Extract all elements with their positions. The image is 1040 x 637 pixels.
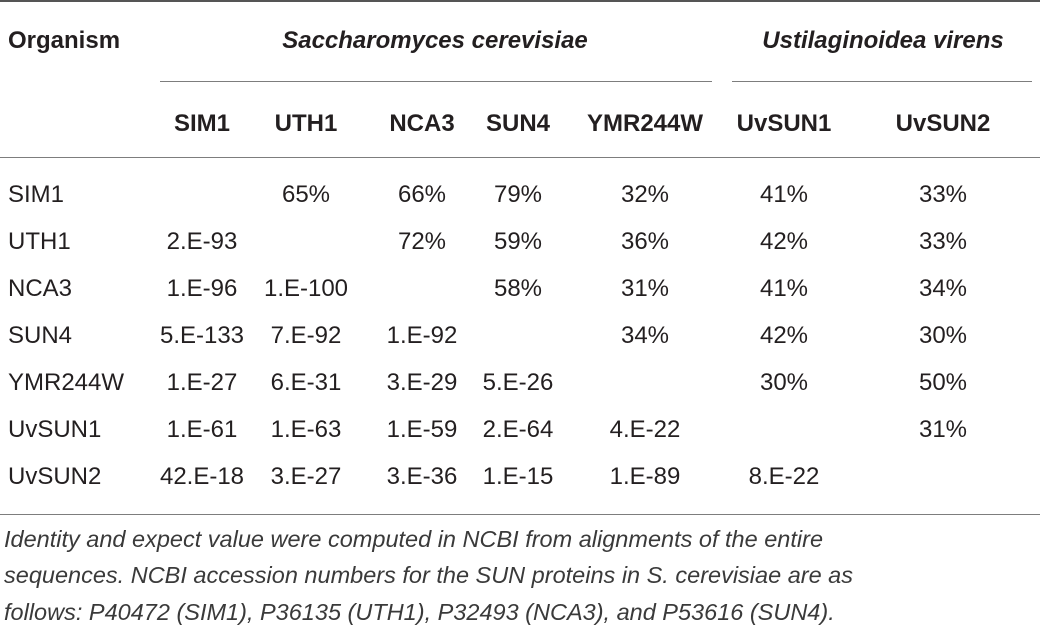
- table-cell: 1.E-15: [482, 463, 554, 490]
- table-cell: 8.E-22: [748, 463, 820, 490]
- table-cell: 72%: [397, 228, 447, 255]
- table-cell: 42.E-18: [159, 463, 245, 490]
- row-label: NCA3: [8, 275, 73, 302]
- table-cell: 41%: [759, 275, 809, 302]
- col-header: NCA3: [389, 110, 455, 137]
- table-cell: 32%: [620, 181, 670, 208]
- table-cell: 1.E-61: [166, 416, 238, 443]
- group-ustilaginoidea-header: Ustilaginoidea virens: [762, 27, 1004, 54]
- col-header: UvSUN2: [895, 110, 991, 137]
- table-cell: 1.E-100: [263, 275, 349, 302]
- row-label: UTH1: [8, 228, 71, 255]
- table-cell: 1.E-89: [609, 463, 681, 490]
- table-cell: 50%: [918, 369, 968, 396]
- table-cell: 1.E-27: [166, 369, 238, 396]
- col-header: SIM1: [173, 110, 231, 137]
- table-cell: 33%: [918, 228, 968, 255]
- footnote-line: follows: P40472 (SIM1), P36135 (UTH1), P32493 (NCA3), and P53616 (SUN4).: [4, 599, 835, 625]
- table-cell: 34%: [918, 275, 968, 302]
- table-cell: 65%: [281, 181, 331, 208]
- table-cell: 30%: [759, 369, 809, 396]
- table-cell: 3.E-29: [386, 369, 458, 396]
- footnote-line: Identity and expect value were computed in NCBI from alignments of the entire: [4, 526, 824, 552]
- group2-underline: [732, 81, 1032, 82]
- row-label: UvSUN2: [8, 463, 102, 490]
- row-label: YMR244W: [8, 369, 125, 396]
- table-cell: 34%: [620, 322, 670, 349]
- table-cell: 42%: [759, 322, 809, 349]
- table-cell: 5.E-133: [159, 322, 245, 349]
- table-bottom-rule: [0, 514, 1040, 515]
- top-rule: [0, 0, 1040, 2]
- table-cell: 3.E-27: [270, 463, 342, 490]
- table-cell: 36%: [620, 228, 670, 255]
- table-cell: 66%: [397, 181, 447, 208]
- table-cell: 33%: [918, 181, 968, 208]
- table-cell: 1.E-59: [386, 416, 458, 443]
- group1-underline: [160, 81, 712, 82]
- table-cell: 59%: [493, 228, 543, 255]
- col-header: UvSUN1: [736, 110, 832, 137]
- row-label: SUN4: [8, 322, 73, 349]
- table-cell: 31%: [918, 416, 968, 443]
- table-cell: 31%: [620, 275, 670, 302]
- table-cell: 79%: [493, 181, 543, 208]
- table-cell: 2.E-64: [482, 416, 554, 443]
- footnote-line: sequences. NCBI accession numbers for the SUN proteins in S. cerevisiae are as: [4, 562, 854, 588]
- table-cell: 5.E-26: [482, 369, 554, 396]
- table-cell: 1.E-92: [386, 322, 458, 349]
- table-cell: 1.E-63: [270, 416, 342, 443]
- col-header: UTH1: [274, 110, 338, 137]
- table-cell: 4.E-22: [609, 416, 681, 443]
- col-header: SUN4: [485, 110, 551, 137]
- table-cell: 30%: [918, 322, 968, 349]
- row-label: UvSUN1: [8, 416, 102, 443]
- table-cell: 6.E-31: [270, 369, 342, 396]
- col-header: YMR244W: [586, 110, 704, 137]
- table-cell: 3.E-36: [386, 463, 458, 490]
- header-bottom-rule: [0, 157, 1040, 158]
- table-cell: 1.E-96: [166, 275, 238, 302]
- table-cell: 41%: [759, 181, 809, 208]
- table-cell: 7.E-92: [270, 322, 342, 349]
- organism-header: Organism: [8, 27, 121, 54]
- table-cell: 58%: [493, 275, 543, 302]
- table-cell: 2.E-93: [166, 228, 238, 255]
- group-saccharomyces-header: Saccharomyces cerevisiae: [282, 27, 588, 54]
- table-cell: 42%: [759, 228, 809, 255]
- row-label: SIM1: [8, 181, 65, 208]
